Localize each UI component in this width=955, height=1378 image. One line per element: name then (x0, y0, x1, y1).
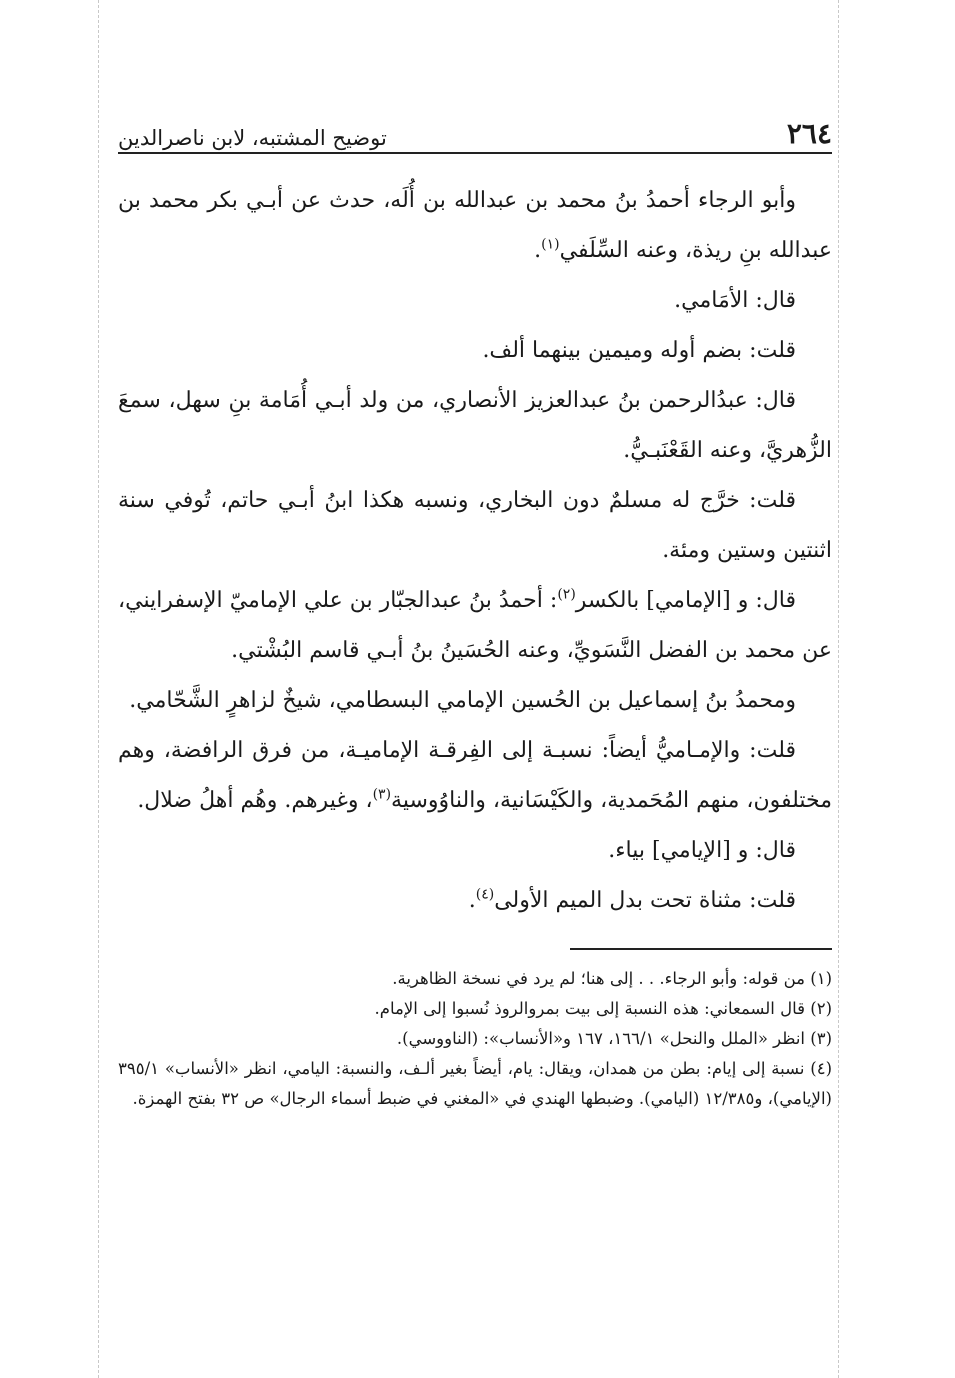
paragraph: قال: و [الإيامي] بياء. (608, 838, 796, 863)
paragraph: قال: الأمَامي. (674, 288, 796, 313)
page-header (118, 108, 832, 150)
footnote-ref: (١) (541, 236, 560, 253)
running-title: توضيح المشتبه، لابن ناصرالدين (118, 126, 387, 150)
paragraph: قال: و [الإمامي] بالكسر$^{(٢)}$: أحمدُ بنُ عبدالجبّار بن علي الإماميّ الإسفرايني، عن محمد بن الفضل النَّسَويِّ، وعنه الحُسَينُ بنُ أبـي قاسم البُشْتي. (118, 586, 832, 663)
page-number: ٢٦٤ (786, 117, 832, 150)
scan-fold-line (838, 0, 839, 1378)
main-text (118, 176, 832, 926)
footnote: (٢) قال السمعاني: هذه النسبة إلى بيت بمروالروذ نُسبوا إلى الإمام. (374, 999, 832, 1018)
footnote: (١) من قوله: وأبو الرجاء. . . إلى هنا؛ لم يرد في نسخة الظاهرية. (392, 969, 832, 988)
paragraph: قلت: خرَّج له مسلمٌ دون البخاري، ونسبه هكذا ابنُ أبـي حاتم، تُوفي سنة اثنتين وستين ومئة. (118, 488, 832, 563)
paragraph: قلت: بضم أوله وميمين بينهما ألف. (482, 338, 796, 363)
footnote: (٣) انظر «الملل والنحل» ١٦٦/١، ١٦٧ و«الأنساب»: (الناووسي). (396, 1029, 832, 1048)
header-rule (118, 152, 832, 154)
paragraph: قال: عبدُالرحمن بنُ عبدالعزيز الأنصاري، من ولد أبـي أُمَامة بنِ سهل، سمعَ الزُّهريَّ، وعنه القَعْنَبـيُّ. (118, 388, 832, 463)
paragraph: وأبو الرجاء أحمدُ بنُ محمد بن عبدالله بن أُلَه، حدث عن أبـي بكر محمد بن عبدالله بنِ ريذة، وعنه السِّلَفي$^{(١)}$. (118, 188, 832, 263)
footnote-ref: (٣) (372, 786, 392, 803)
scan-fold-line (98, 0, 99, 1378)
paragraph: ومحمدُ بنُ إسماعيل بن الحُسين الإمامي البسطامي، شيخٌ لزاهرٍ الشَّحّامي. (129, 688, 796, 713)
paragraph: قلت: مثناة تحت بدل الميم الأولى$^{(٤)}$. (468, 886, 796, 913)
footnote-ref: (٤) (475, 886, 495, 903)
footnote-ref: (٢) (557, 586, 576, 603)
footnotes (118, 964, 832, 1114)
book-page (118, 108, 832, 1114)
footnote-rule (570, 948, 832, 950)
paragraph: قلت: والإمـاميُّ أيضاً: نسبـة إلى الفِرقـة الإماميـة، من فرق الرافضة، وهم مختلفون، منهم المُحَمدية، والكَيْسَانية، والناوُوسية$^{(٣)}$، وغيرهم. وهُم أهلُ ضلال. (118, 738, 832, 813)
footnote: (٤) نسبة إلى إيام: بطن من همدان، ويقال: يام، أيضاً بغير ألـف، والنسبة: اليامي، انظر «الأنساب» ٣٩٥/١ (الإيامي)، و١٢/٣٨٥ (اليامي). وضبطها الهندي في «المغني في ضبط أسماء الرجال» ص ٣٢ بفتح الهمزة. (118, 1059, 832, 1108)
